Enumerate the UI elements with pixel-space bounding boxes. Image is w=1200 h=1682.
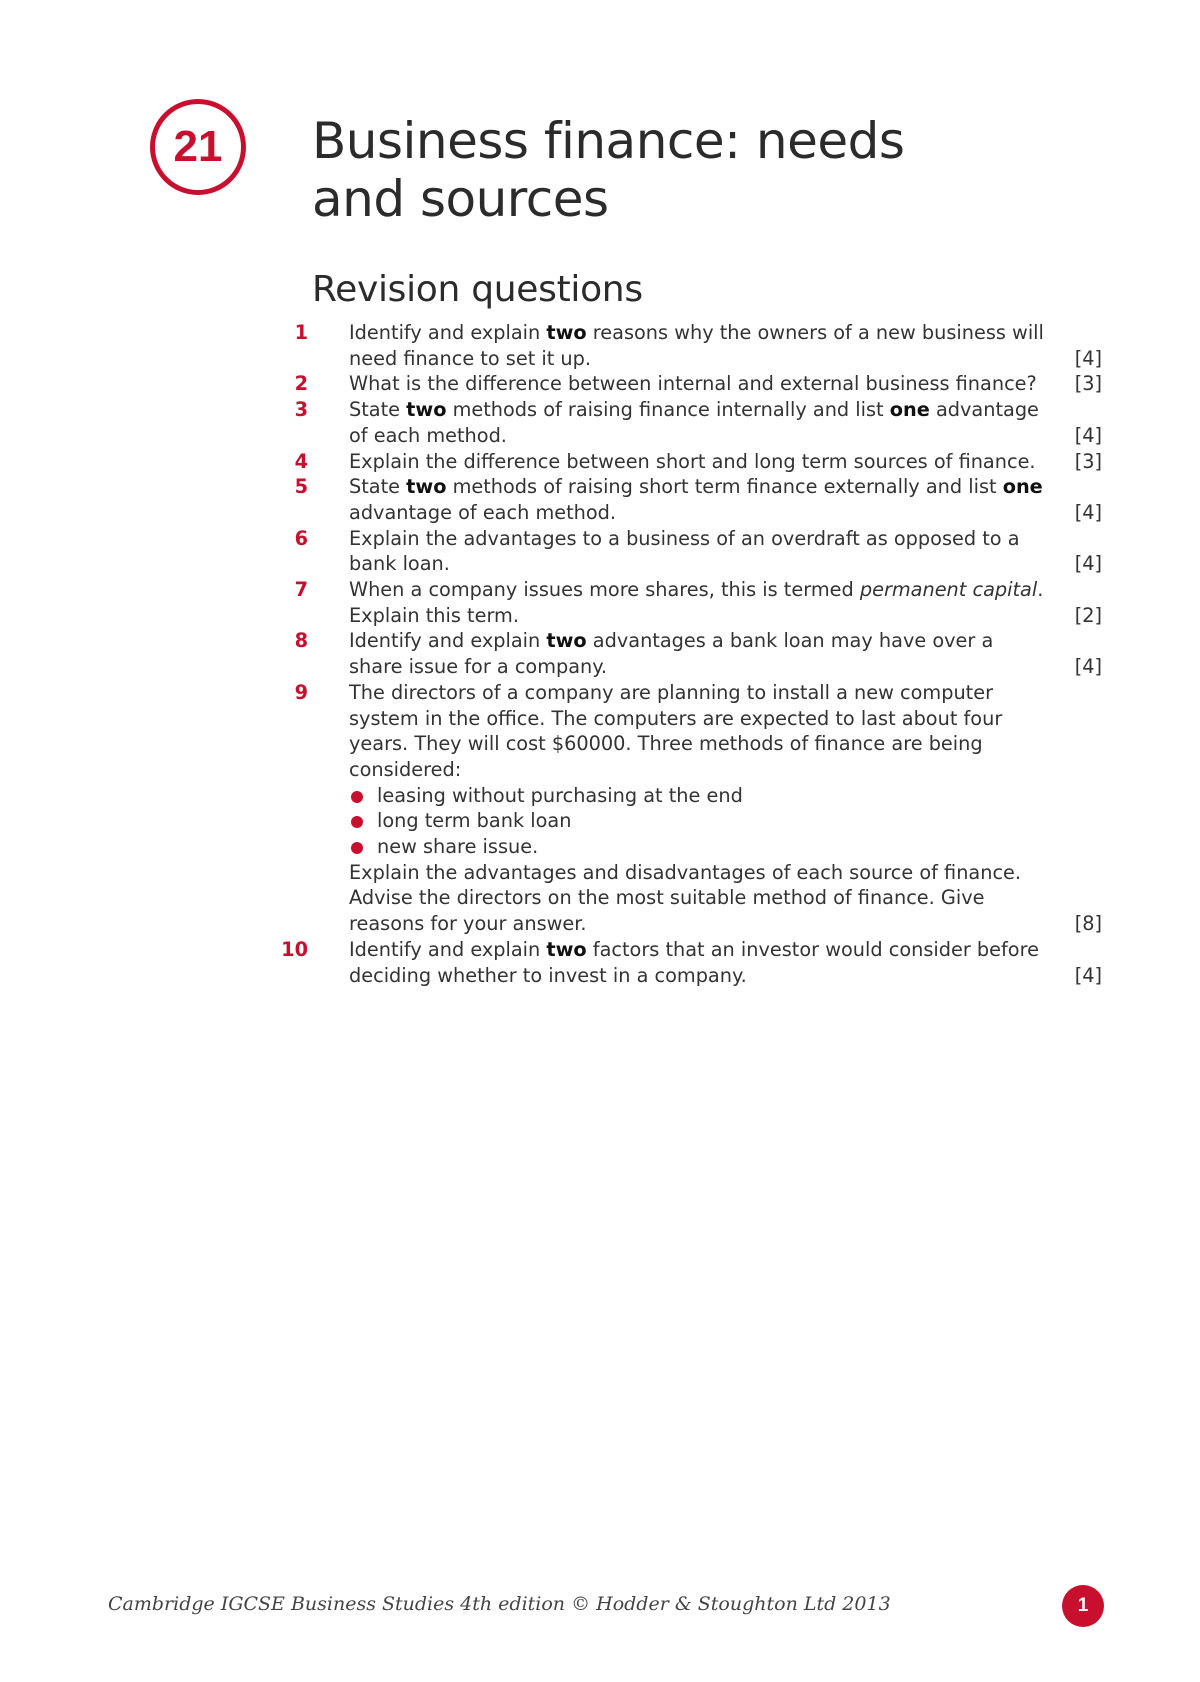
question-text: Identify and explain two factors that an investor would consider before deciding whether to invest in a company. (349, 937, 1039, 987)
chapter-title-line-1: Business finance: needs (312, 112, 905, 170)
question-number: 1 (294, 321, 308, 344)
question-marks: [2] (1074, 603, 1102, 627)
question-marks: [4] (1074, 552, 1102, 576)
footer-copyright: Cambridge IGCSE Business Studies 4th edition © Hodder & Stoughton Ltd 2013 (108, 1593, 891, 1615)
question-2 (294, 371, 1102, 397)
question-1 (294, 320, 1102, 371)
question-3 (294, 397, 1102, 448)
page-number-badge: 1 (1062, 1585, 1104, 1627)
list-item: leasing without purchasing at the end (349, 783, 1047, 809)
question-marks: [8] (1074, 912, 1102, 936)
list-item: new share issue. (349, 834, 1047, 860)
bullet-dot-icon (351, 842, 363, 854)
question-outro: Explain the advantages and disadvantages of each source of finance. Advise the directors on the most suitable method of finance. Give reasons for your answer. (349, 860, 1022, 936)
question-number: 6 (294, 526, 308, 550)
question-text: Explain the difference between short and long term sources of finance. (349, 449, 1036, 473)
finance-options-list (349, 783, 1047, 860)
question-marks: [4] (1074, 655, 1102, 679)
chapter-title (312, 112, 904, 228)
question-number: 4 (294, 449, 308, 473)
question-text: Identify and explain two reasons why the owners of a new business will need finance to set it up. (349, 321, 1044, 370)
question-5 (294, 474, 1102, 525)
section-heading: Revision questions (312, 269, 643, 310)
question-9 (294, 680, 1102, 937)
question-text: When a company issues more shares, this is termed permanent capital. Explain this term. (349, 578, 1044, 627)
question-7 (294, 577, 1102, 628)
question-marks: [3] (1074, 449, 1102, 473)
question-list (281, 320, 1102, 988)
chapter-number: 21 (173, 122, 223, 171)
question-text (349, 680, 1047, 937)
question-text: State two methods of raising finance internally and list one advantage of each method. (349, 398, 1039, 447)
question-number: 7 (294, 578, 308, 602)
question-text: State two methods of raising short term finance externally and list one advantage of each method. (349, 475, 1043, 524)
question-number: 3 (294, 398, 308, 422)
question-6 (294, 526, 1102, 577)
question-number: 9 (294, 680, 308, 704)
chapter-number-badge (150, 99, 246, 195)
question-8 (294, 628, 1102, 679)
question-number: 8 (294, 629, 308, 653)
question-marks: [3] (1074, 372, 1102, 396)
question-4 (294, 449, 1102, 475)
question-10 (281, 937, 1102, 988)
question-number: 10 (281, 937, 308, 961)
bullet-dot-icon (351, 816, 363, 828)
question-number: 2 (294, 372, 308, 396)
bullet-dot-icon (351, 791, 363, 803)
question-text: Explain the advantages to a business of an overdraft as opposed to a bank loan. (349, 526, 1020, 576)
question-text: Identify and explain two advantages a bank loan may have over a share issue for a company. (349, 629, 994, 679)
question-marks: [4] (1074, 963, 1102, 987)
question-marks: [4] (1074, 346, 1102, 370)
list-item: long term bank loan (349, 808, 1047, 834)
chapter-title-line-2: and sources (312, 170, 609, 228)
question-marks: [4] (1074, 500, 1102, 524)
question-marks: [4] (1074, 423, 1102, 447)
question-number: 5 (294, 475, 308, 499)
question-intro: The directors of a company are planning to install a new computer system in the office. The computers are expected to last about four years. They will cost $60000. Three methods of finance are being considered: (349, 680, 1003, 781)
question-text: What is the difference between internal and external business finance? (349, 372, 1037, 396)
